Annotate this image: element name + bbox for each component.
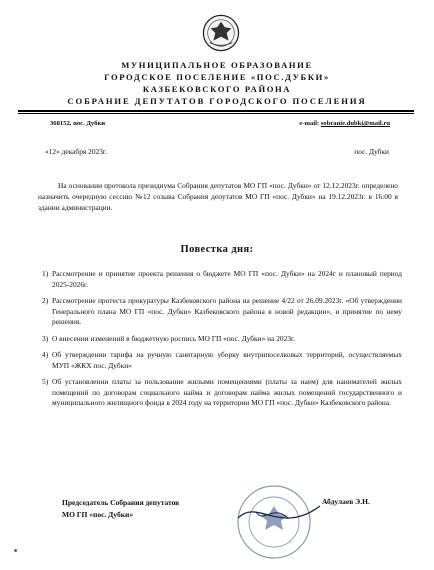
agenda-item-number: 2) [42,296,49,305]
header-rule-thick [18,110,414,112]
email-line [299,120,390,127]
signatory-position-line2: МО ГП «пос. Дубки» [62,509,134,519]
agenda-item-number: 5) [42,377,49,386]
agenda-item-text: О внесении изменений в бюджетную роспись МО ГП «пос. Дубки» на 2023г. [52,333,296,343]
scan-speck [14,549,17,552]
agenda-item-text: Об утверждении тарифа на ручную санитарную уборку внутрипоселковых территорий, осуществляемых МУП «ЖКХ пос. Дубки» [52,350,402,370]
agenda-item [42,350,402,371]
intro-paragraph: На основании протокола президиума Собрания депутатов МО ГП «пос. Дубки» от 12.12.2023г. определено назначить очередную сессию №12 созыва Собрания депутатов МО ГП «пос. Дубки» на 19.12.2023г. в 16:00 в здании администрации. [38,181,398,212]
agenda-item [42,269,402,290]
email-link[interactable]: sobranie.dubki@mail.ru [320,120,390,127]
agenda-item-text: Рассмотрение протеста прокуратуры Казбековского района на решение 4/22 от 26.09.2023г. «Об утверждении Генерального плана МО ГП «пос. Дубки» Казбековского района в новой редакции», и принятие по нему решения. [52,296,402,326]
official-stamp [228,478,324,566]
document-date: «12» декабря 2023г. [45,147,107,156]
signatory-name: Абдулаев Э.Н. [322,497,370,506]
header-rule-thin [18,113,414,114]
header-assembly: СОБРАНИЕ ДЕПУТАТОВ ГОРОДСКОГО ПОСЕЛЕНИЯ [67,96,367,106]
agenda-item [42,296,402,328]
signatory-position [62,497,179,520]
agenda-title: Повестка дня: [180,244,254,255]
header-settlement: ГОРОДСКОЕ ПОСЕЛЕНИЕ «ПОС.ДУБКИ» [104,72,330,82]
coat-of-arms-emblem [202,14,240,52]
email-label: e-mail: [299,120,321,127]
agenda-item-text: Об установлении платы за пользование жилыми помещениями (платы за наем) для нанимателей жилых помещений по договорам социального найма и договорам найма жилых помещений государственного и муниципального жилищного фонда в 2024 году на территории МО ГП «пос. Дубки» Казбековского района. [52,377,402,407]
header-municipality: МУНИЦИПАЛЬНОЕ ОБРАЗОВАНИЕ [121,60,313,70]
document-place: пос. Дубки [354,147,389,156]
postal-address: 368152, пос. Дубки [50,120,106,127]
agenda-item-number: 4) [42,350,49,359]
agenda-list [42,269,402,415]
signatory-position-line1: Председатель Собрания депутатов [62,498,180,507]
agenda-item-number: 3) [42,333,49,343]
header-district: КАЗБЕКОВСКОГО РАЙОНА [142,84,292,94]
agenda-item-number: 1) [42,269,49,278]
agenda-item [42,377,402,409]
agenda-item [42,334,402,345]
agenda-item-text: Рассмотрение и принятие проекта решения о бюджете МО ГП «пос. Дубки» на 2024г и плановый период 2025-2026г. [52,269,402,289]
